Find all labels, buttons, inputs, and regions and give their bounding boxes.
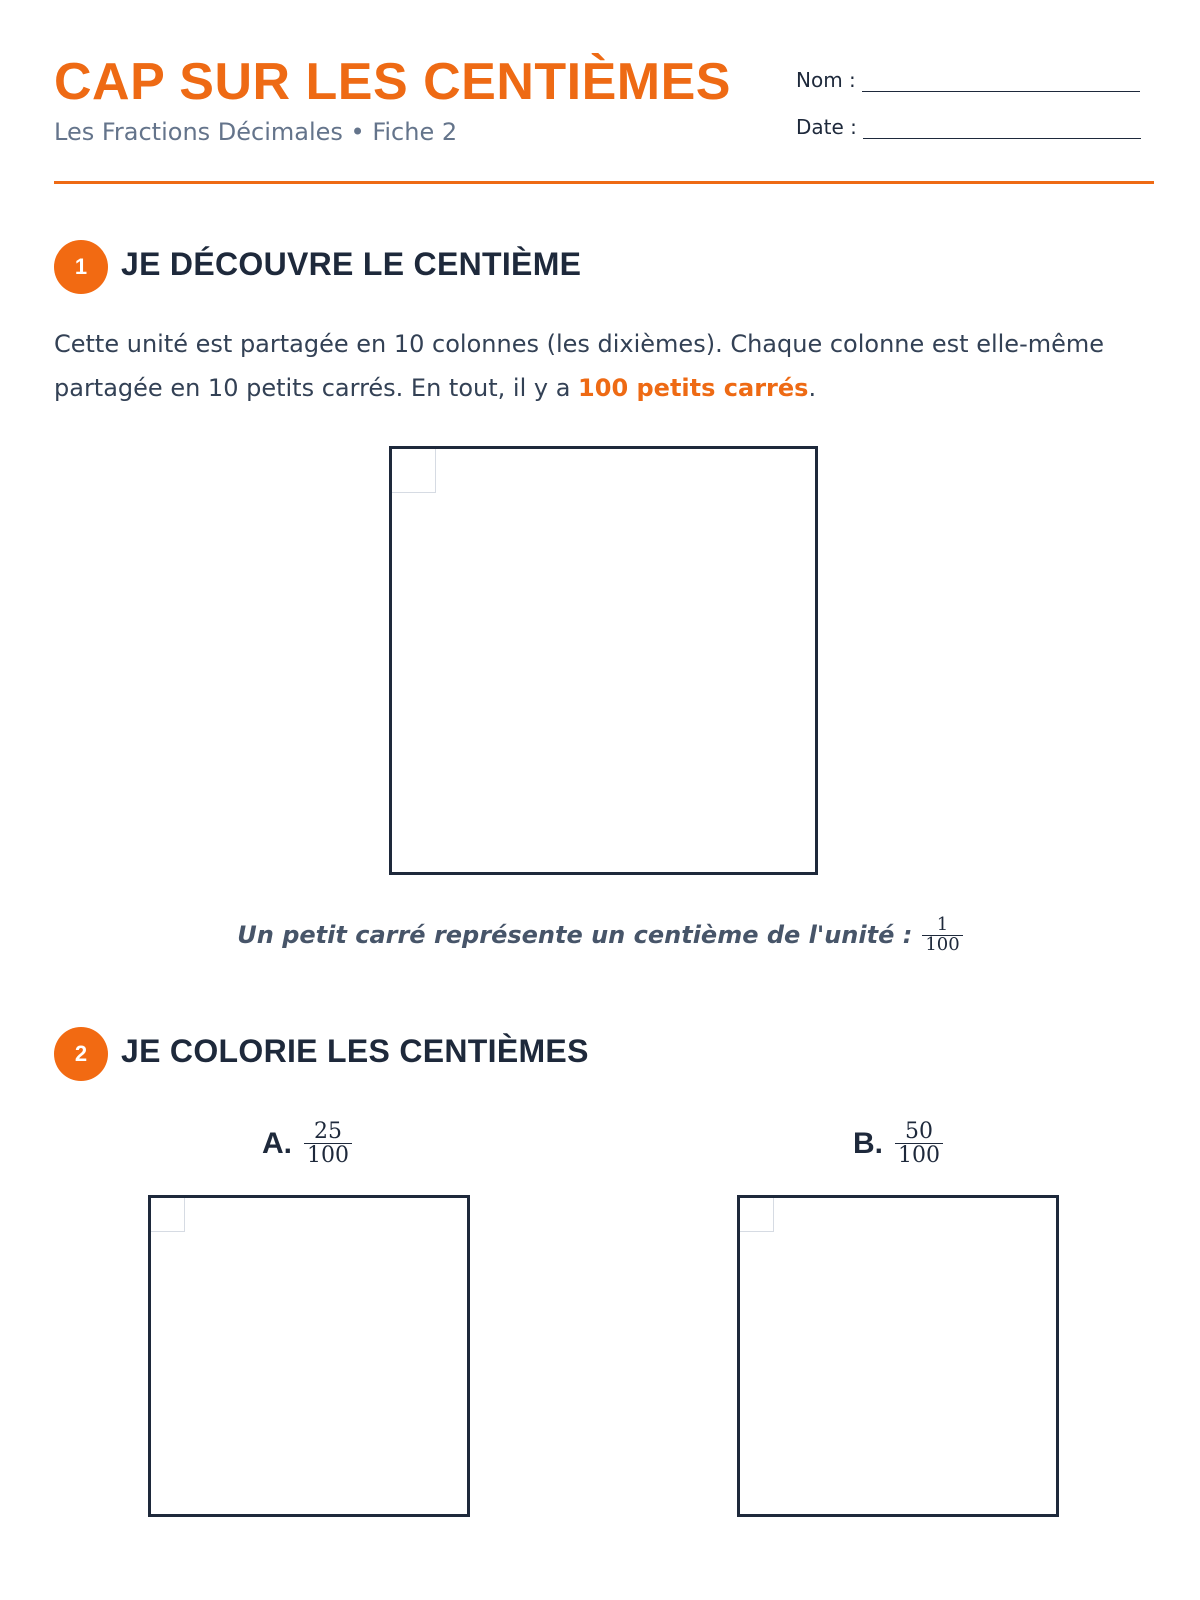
intro-end: . xyxy=(808,374,817,402)
section-1-number-badge: 1 xyxy=(54,240,108,294)
fraction-denominator: 100 xyxy=(304,1143,352,1167)
fraction-denominator: 100 xyxy=(895,1143,943,1167)
caption-fraction xyxy=(922,916,962,955)
grid-cell[interactable] xyxy=(151,1198,185,1232)
name-line[interactable] xyxy=(862,72,1140,92)
caption-text: Un petit carré représente un centième de l'unité : xyxy=(237,921,913,950)
name-field[interactable] xyxy=(796,68,1140,92)
page-title: CAP SUR LES CENTIÈMES xyxy=(54,53,731,111)
date-field[interactable] xyxy=(796,115,1141,139)
exercise-a-grid[interactable] xyxy=(148,1195,470,1517)
section-1-title: JE DÉCOUVRE LE CENTIÈME xyxy=(121,246,582,282)
section-2-number-badge: 2 xyxy=(54,1027,108,1081)
fraction-denominator: 100 xyxy=(922,935,962,955)
exercise-a-letter: A. xyxy=(262,1126,292,1160)
date-line[interactable] xyxy=(863,119,1141,139)
intro-highlight: 100 petits carrés xyxy=(578,374,809,402)
grid-cell[interactable] xyxy=(392,449,436,493)
exercise-a-fraction xyxy=(304,1120,352,1167)
exercise-b-fraction xyxy=(895,1120,943,1167)
exercise-b-label xyxy=(853,1120,943,1167)
section-2-title: JE COLORIE LES CENTIÈMES xyxy=(121,1033,589,1069)
exercise-a-label xyxy=(262,1120,352,1167)
header-divider xyxy=(54,181,1154,184)
page-subtitle: Les Fractions Décimales • Fiche 2 xyxy=(54,118,458,146)
fraction-numerator: 25 xyxy=(314,1119,342,1144)
fraction-numerator: 1 xyxy=(936,914,949,935)
exercise-b-letter: B. xyxy=(853,1126,883,1160)
section-1-intro xyxy=(54,322,1164,410)
section-1-caption xyxy=(0,916,1200,955)
fraction-numerator: 50 xyxy=(905,1119,933,1144)
intro-text: Cette unité est partagée en 10 colonnes (les dixièmes). Chaque colonne est elle-même partagée en 10 petits carrés. En tout, il y a xyxy=(54,330,1105,402)
exercise-b-grid[interactable] xyxy=(737,1195,1059,1517)
date-label: Date : xyxy=(796,115,857,139)
name-label: Nom : xyxy=(796,68,856,92)
grid-cell[interactable] xyxy=(740,1198,774,1232)
hundred-grid-unit[interactable] xyxy=(389,446,818,875)
